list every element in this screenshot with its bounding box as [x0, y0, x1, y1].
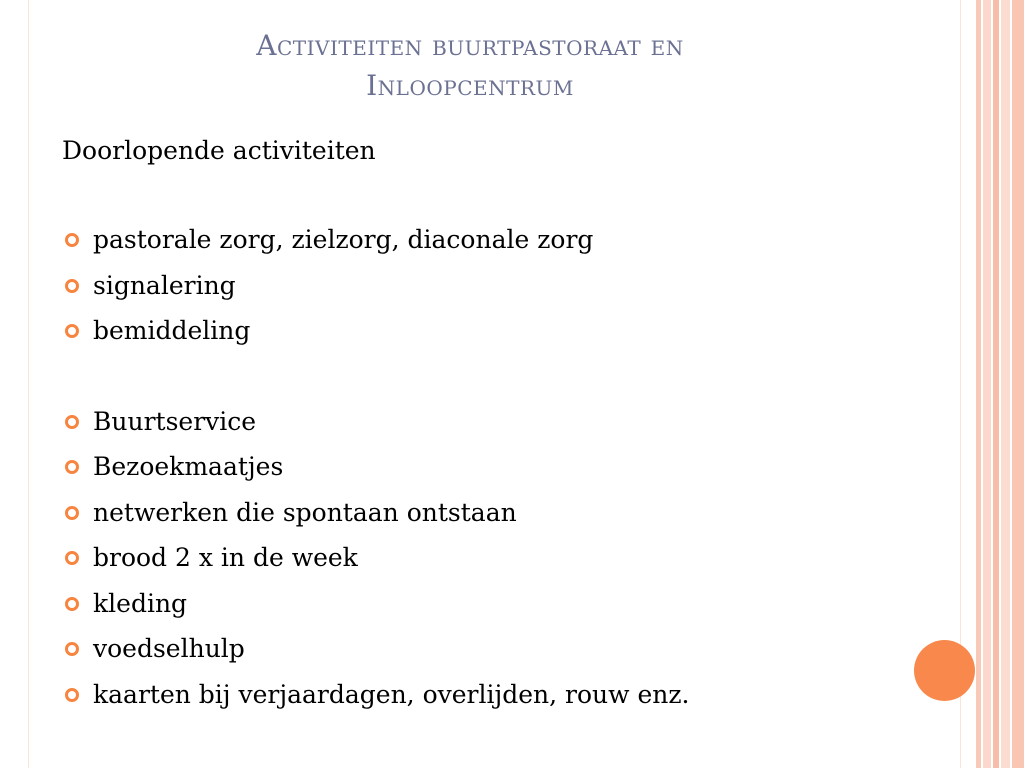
list-item: [62, 535, 942, 581]
list-item-text: Buurtservice: [93, 406, 257, 436]
list-item: [62, 263, 942, 309]
ring-bullet-icon: [65, 642, 79, 656]
title-line-1: Activiteiten buurtpastoraat en: [256, 29, 684, 62]
list-item-text: kaarten bij verjaardagen, overlijden, rouw enz.: [93, 679, 690, 709]
orange-circle-decoration: [914, 640, 975, 701]
ring-bullet-icon: [65, 233, 79, 247]
list-item: [62, 399, 942, 445]
decorative-stripe: [976, 0, 981, 768]
left-frame-line: [28, 0, 29, 768]
ring-bullet-icon: [65, 279, 79, 293]
list-item: [62, 672, 942, 718]
decorative-stripe: [983, 0, 991, 768]
bullet-list-group-1: [62, 217, 942, 354]
list-item: [62, 444, 942, 490]
list-item-text: voedselhulp: [93, 634, 245, 663]
list-item-text: kleding: [93, 588, 188, 618]
ring-bullet-icon: [65, 460, 79, 474]
list-item-text: bemiddeling: [93, 316, 251, 345]
decorative-stripe: [1012, 0, 1024, 768]
list-item: [62, 490, 942, 536]
list-item-text: netwerken die spontaan ontstaan: [93, 497, 517, 527]
ring-bullet-icon: [65, 597, 79, 611]
ring-bullet-icon: [65, 688, 79, 702]
list-item: [62, 626, 942, 672]
decorative-stripe: [1001, 0, 1010, 768]
list-item-text: signalering: [93, 270, 236, 300]
ring-bullet-icon: [65, 324, 79, 338]
intro-text: Doorlopende activiteiten: [62, 136, 376, 165]
slide-title: [80, 26, 860, 106]
list-item: [62, 581, 942, 627]
ring-bullet-icon: [65, 506, 79, 520]
title-line-2: Inloopcentrum: [366, 69, 574, 102]
ring-bullet-icon: [65, 415, 79, 429]
list-item-text: brood 2 x in de week: [93, 543, 358, 572]
decorative-stripe: [993, 0, 999, 768]
bullet-list-group-2: [62, 399, 942, 718]
list-item: [62, 308, 942, 354]
ring-bullet-icon: [65, 551, 79, 565]
list-item: [62, 217, 942, 263]
slide-content: [62, 130, 942, 717]
list-item-text: Bezoekmaatjes: [93, 452, 284, 481]
list-item-text: pastorale zorg, zielzorg, diaconale zorg: [93, 225, 594, 254]
